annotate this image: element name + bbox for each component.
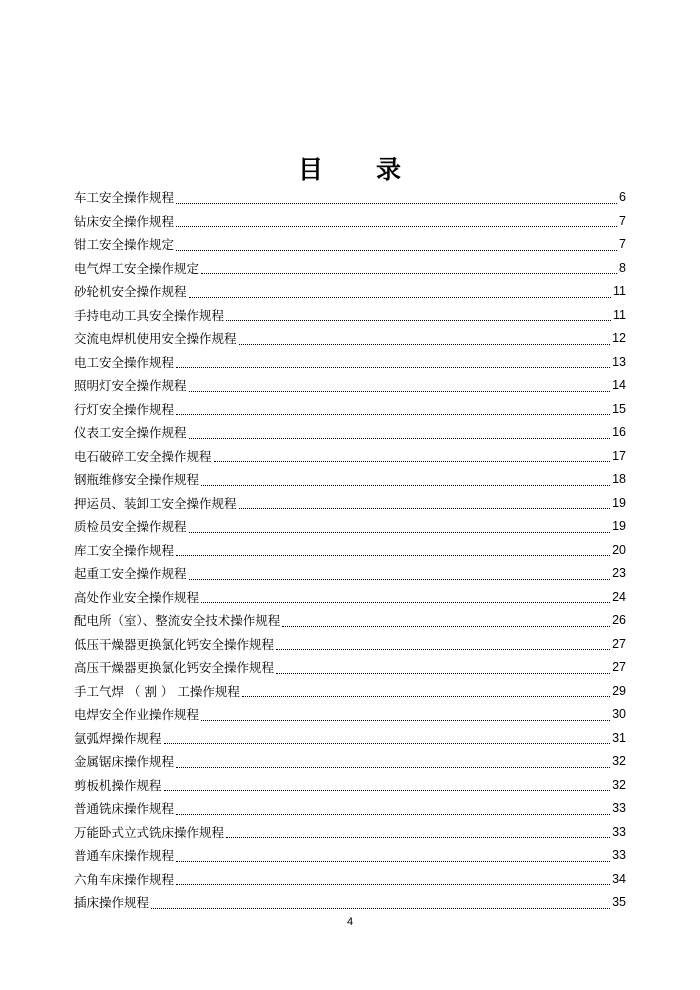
toc-entry-label[interactable]: 行灯安全操作规程 [74,401,175,417]
dot-leader [176,554,610,556]
toc-entry-label[interactable]: 手工气焊 （ 割 ） 工操作规程 [74,683,240,699]
dot-leader [176,202,617,204]
toc-entry-page[interactable]: 20 [612,542,626,557]
toc-entry-page[interactable]: 34 [612,871,626,886]
toc-entry-page[interactable]: 27 [612,636,626,651]
toc-entry-label[interactable]: 普通铣床操作规程 [74,801,175,816]
dot-leader [189,390,611,392]
toc-entry-label[interactable]: 六角车床操作规程 [74,871,175,887]
dot-leader [276,648,610,650]
toc-entry-page[interactable]: 23 [612,566,626,580]
toc-entry[interactable] [74,656,626,680]
toc-entry[interactable] [74,680,626,704]
toc-entry-page[interactable]: 13 [612,354,626,369]
dot-leader [151,907,610,909]
toc-entry[interactable] [74,421,626,445]
toc-entry-label[interactable]: 交流电焊机使用安全操作规程 [74,331,237,346]
toc-entry-label[interactable]: 质检员安全操作规程 [74,519,187,534]
toc-entry[interactable] [74,468,626,492]
toc-entry-label[interactable]: 钢瓶维修安全操作规程 [74,472,200,487]
toc-entry-page[interactable]: 16 [612,425,626,439]
toc-entry[interactable] [74,210,626,234]
toc-entry[interactable] [74,374,626,398]
toc-entry[interactable] [74,233,626,257]
dot-leader [176,860,610,862]
dot-leader [176,766,610,768]
toc-entry-page[interactable]: 11 [613,284,626,298]
toc-entry-page[interactable]: 24 [612,589,626,604]
dot-leader [201,272,617,274]
toc-entry-page[interactable]: 26 [612,613,626,627]
toc-entry-label[interactable]: 电石破碎工安全操作规程 [74,448,212,464]
dot-leader [226,836,610,838]
toc-entry-label[interactable]: 仪表工安全操作规程 [74,425,187,440]
toc-entry[interactable] [74,609,626,633]
toc-entry-label[interactable]: 起重工安全操作规程 [74,566,187,581]
toc-entry-page[interactable]: 15 [612,401,626,416]
table-of-contents [74,186,626,915]
toc-entry[interactable] [74,774,626,798]
toc-entry-label[interactable]: 插床操作规程 [74,895,150,910]
toc-entry-label[interactable]: 电气焊工安全操作规定 [74,260,200,276]
toc-entry-page[interactable]: 31 [612,730,626,745]
toc-entry[interactable] [74,539,626,563]
toc-entry-page[interactable]: 6 [619,190,626,204]
page-number: 4 [346,916,354,928]
dot-leader [201,601,610,603]
toc-entry-page[interactable]: 7 [619,237,626,251]
toc-entry-page[interactable]: 29 [612,683,626,698]
toc-entry-label[interactable]: 高压干燥器更换氯化钙安全操作规程 [74,660,275,675]
dot-leader [201,719,610,721]
toc-entry-page[interactable]: 32 [612,754,626,768]
toc-entry-page[interactable]: 33 [612,824,626,839]
dot-leader [239,343,611,345]
toc-entry-label[interactable]: 车工安全操作规程 [74,190,175,205]
toc-entry-page[interactable]: 19 [612,519,626,533]
toc-entry[interactable] [74,515,626,539]
toc-entry[interactable] [74,304,626,328]
toc-entry-page[interactable]: 33 [612,848,626,862]
dot-leader [176,249,617,251]
dot-leader [242,695,610,697]
dot-leader [201,484,610,486]
dot-leader [239,507,611,509]
toc-entry[interactable] [74,821,626,845]
toc-entry-label[interactable]: 电工安全操作规程 [74,354,175,370]
toc-entry-label[interactable]: 钻床安全操作规程 [74,213,175,229]
toc-entry-page[interactable]: 17 [612,448,626,463]
toc-entry-label[interactable]: 高处作业安全操作规程 [74,589,200,605]
toc-entry[interactable] [74,280,626,304]
toc-entry[interactable] [74,398,626,422]
dot-leader [164,789,611,791]
toc-entry-label[interactable]: 库工安全操作规程 [74,542,175,558]
toc-entry-page[interactable]: 19 [612,495,626,510]
dot-leader [226,319,611,321]
toc-entry-label[interactable]: 普通车床操作规程 [74,848,175,863]
toc-entry-label[interactable]: 手持电动工具安全操作规程 [74,307,225,323]
dot-leader [189,531,611,533]
toc-entry[interactable] [74,586,626,610]
toc-entry[interactable] [74,562,626,586]
dot-leader [176,813,610,815]
toc-entry-page[interactable]: 14 [612,378,626,392]
toc-entry-page[interactable]: 30 [612,707,626,721]
toc-entry-label[interactable]: 万能卧式立式铣床操作规程 [74,824,225,840]
toc-entry[interactable] [74,868,626,892]
dot-leader [189,437,611,439]
toc-entry-label[interactable]: 押运员、装卸工安全操作规程 [74,495,237,511]
toc-entry-label[interactable]: 剪板机操作规程 [74,777,162,793]
dot-leader [282,625,610,627]
dot-leader [189,296,612,298]
dot-leader [176,366,610,368]
toc-entry-label[interactable]: 金属锯床操作规程 [74,754,175,769]
toc-entry-page[interactable]: 32 [612,777,626,792]
toc-entry[interactable] [74,797,626,821]
toc-entry-label[interactable]: 电焊安全作业操作规程 [74,707,200,722]
toc-entry-label[interactable]: 砂轮机安全操作规程 [74,284,187,299]
toc-entry[interactable] [74,633,626,657]
toc-entry-label[interactable]: 低压干燥器更换氯化钙安全操作规程 [74,636,275,652]
dot-leader [164,742,611,744]
dot-leader [176,225,617,227]
toc-entry[interactable] [74,351,626,375]
toc-entry-label[interactable]: 钳工安全操作规定 [74,237,175,252]
toc-entry[interactable] [74,844,626,868]
dot-leader [276,672,610,674]
toc-entry-page[interactable]: 18 [612,472,626,486]
toc-entry-page[interactable]: 11 [613,307,626,322]
toc-entry-label[interactable]: 照明灯安全操作规程 [74,378,187,393]
toc-entry[interactable] [74,327,626,351]
dot-leader [189,578,611,580]
toc-entry-page[interactable]: 8 [619,260,626,275]
dot-leader [214,460,611,462]
toc-entry-label[interactable]: 配电所（室）、整流安全技术操作规程 [74,613,281,628]
toc-entry-page[interactable]: 33 [612,801,626,815]
toc-entry[interactable] [74,727,626,751]
toc-entry[interactable] [74,492,626,516]
toc-entry[interactable] [74,445,626,469]
toc-entry[interactable] [74,257,626,281]
toc-entry-page[interactable]: 35 [612,895,626,909]
toc-entry[interactable] [74,750,626,774]
toc-entry-label[interactable]: 氩弧焊操作规程 [74,730,162,746]
toc-entry-page[interactable]: 12 [612,331,626,345]
toc-entry[interactable] [74,703,626,727]
toc-entry[interactable] [74,186,626,210]
toc-entry-page[interactable]: 27 [612,660,626,674]
dot-leader [176,413,610,415]
toc-entry-page[interactable]: 7 [619,213,626,228]
dot-leader [176,883,610,885]
toc-title: 目 录 [297,155,402,184]
toc-entry[interactable] [74,891,626,915]
